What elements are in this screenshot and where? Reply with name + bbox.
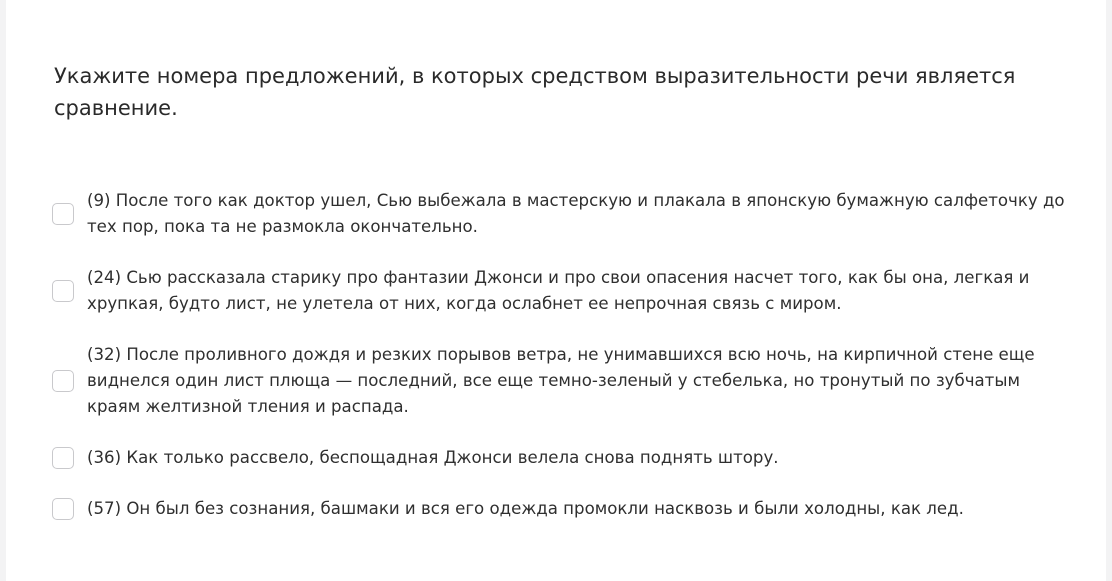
checkbox[interactable]	[52, 447, 74, 469]
question-card	[6, 0, 1106, 581]
answer-option-text: (9) После того как доктор ушел, Сью выбежала в мастерскую и плакала в японскую бумажную салфеточку до тех пор, пока та не размокла окончательно.	[87, 191, 1065, 236]
answer-option-text: (32) После проливного дождя и резких порывов ветра, не унимавшихся всю ночь, на кирпичной стене еще виднелся один лист плюща — последний, все еще темно-зеленый у стебелька, но тронутый по зубчатым краям желтизной тления и распада.	[87, 345, 1035, 416]
question-text: Укажите номера предложений, в которых средством выразительности речи является сравнение.	[54, 64, 1016, 120]
answer-option-text: (36) Как только рассвело, беспощадная Джонси велела снова поднять штору.	[87, 448, 779, 467]
checkbox[interactable]	[52, 280, 74, 302]
checkbox[interactable]	[52, 203, 74, 225]
answer-option-57[interactable]	[52, 496, 1072, 522]
checkbox[interactable]	[52, 498, 74, 520]
answer-option-36[interactable]	[52, 445, 1072, 471]
answer-option-24[interactable]	[52, 265, 1072, 317]
answer-option-9[interactable]	[52, 188, 1072, 240]
checkbox[interactable]	[52, 370, 74, 392]
answer-option-text: (57) Он был без сознания, башмаки и вся его одежда промокли насквозь и были холодны, как лед.	[87, 499, 964, 518]
answer-options-list	[52, 188, 1072, 547]
answer-option-32[interactable]	[52, 342, 1072, 420]
answer-option-text: (24) Сью рассказала старику про фантазии Джонси и про свои опасения насчет того, как бы она, легкая и хрупкая, будто лист, не улетела от них, когда ослабнет ее непрочная связь с миром.	[87, 268, 1030, 313]
